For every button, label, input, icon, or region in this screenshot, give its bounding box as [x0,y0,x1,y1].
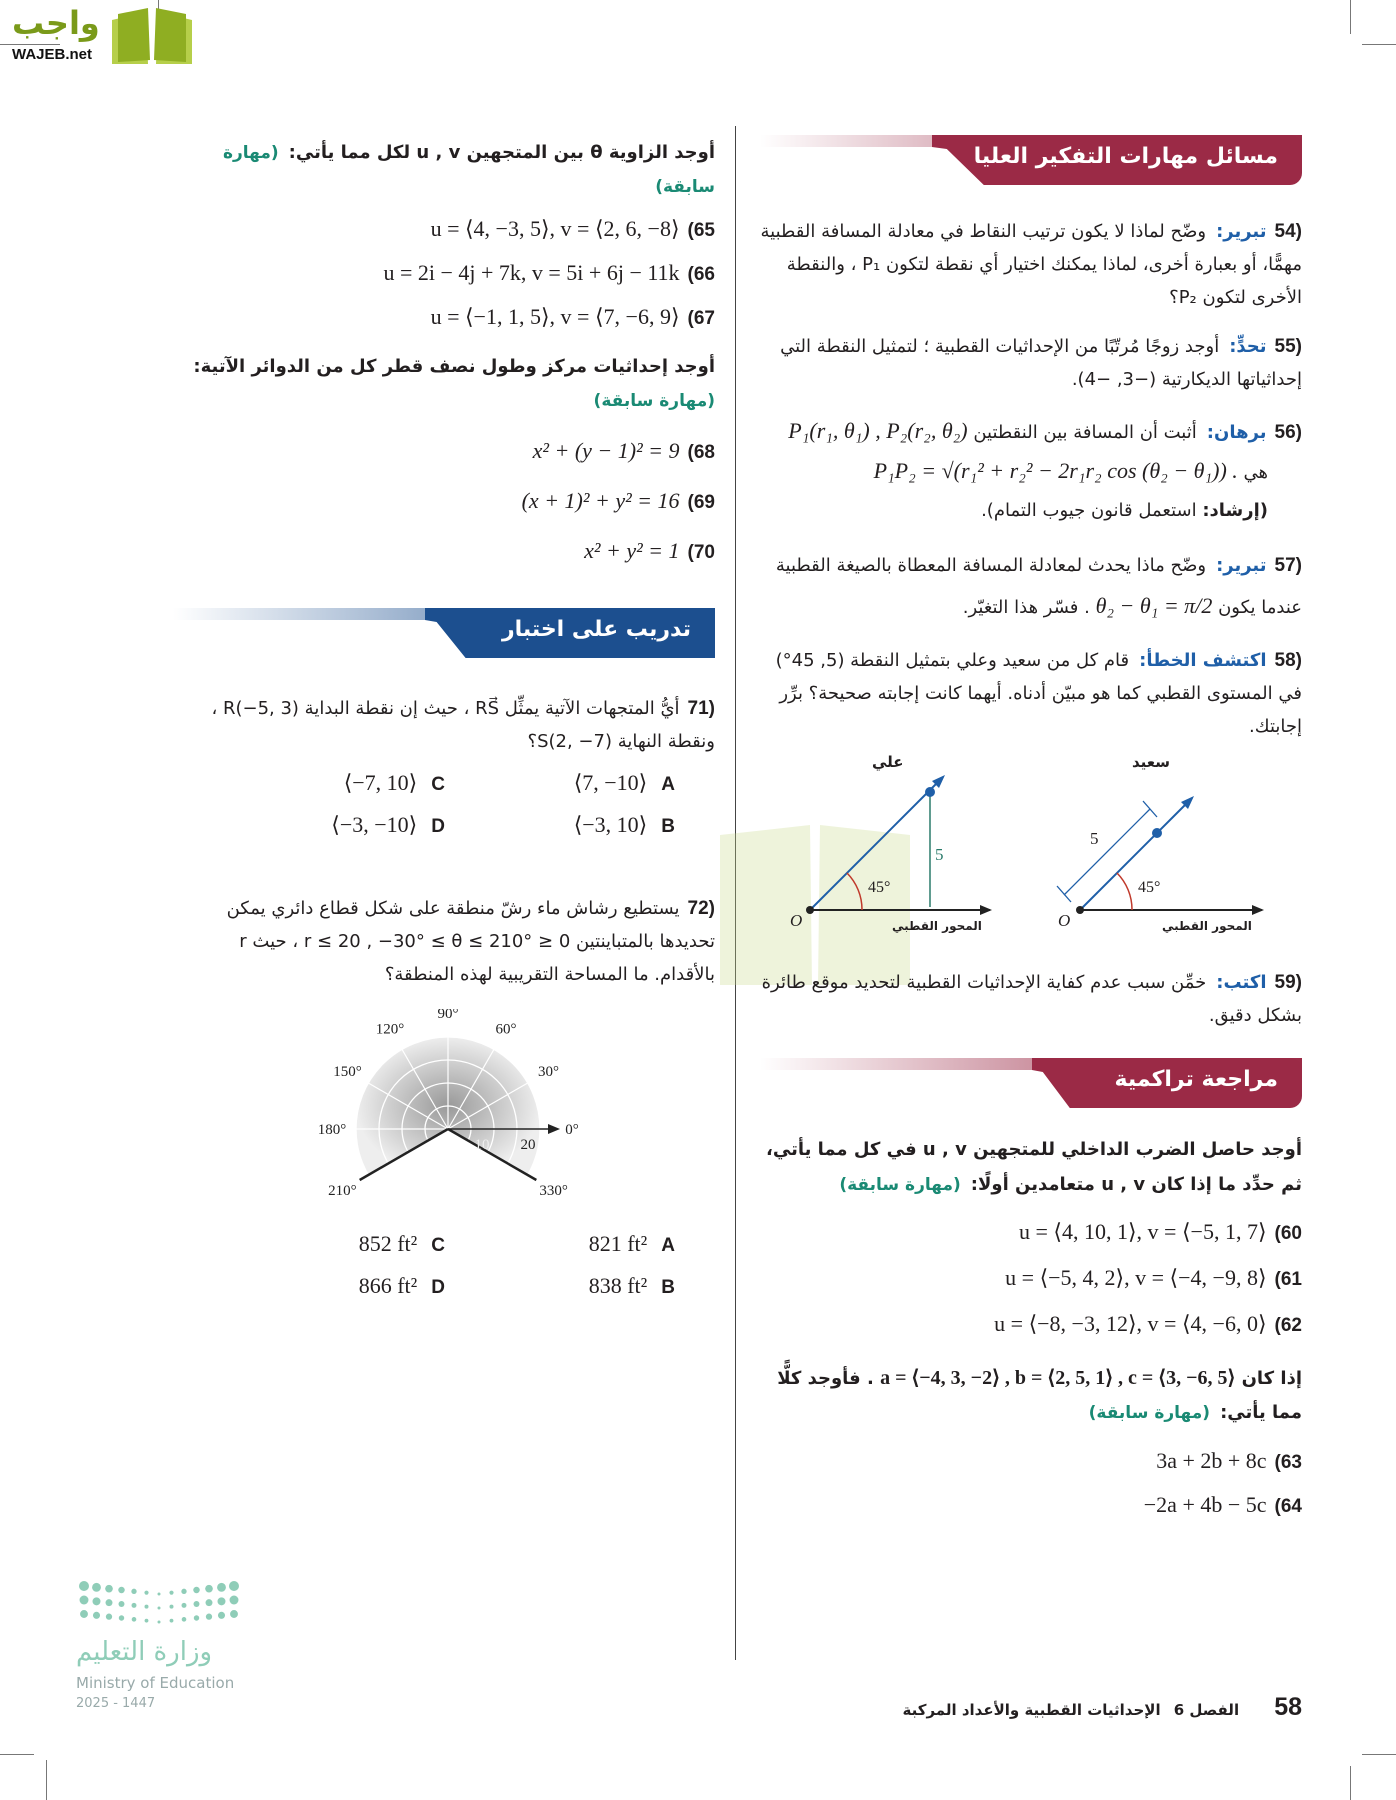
hot-section-title: مسائل مهارات التفكير العليا [973,144,1278,169]
math-expression: u = 2i − 4j + 7k, v = 5i + 6j − 11k [383,260,680,285]
logo-dot [158,1607,161,1610]
problem-69 [173,486,715,518]
ali-diagram [780,753,1010,947]
polar-axis-arrow [548,1124,560,1134]
angle-label: 45° [868,879,891,896]
problem-62 [760,1309,1302,1341]
logo-dot [170,1605,174,1609]
problem-number: (61 [1274,1269,1302,1290]
problem-57 [760,546,1302,628]
crop-mark [1350,0,1351,34]
logo-dot [93,1612,100,1619]
logo-dot [145,1605,149,1609]
problem-keyword: تبرير: [1216,221,1267,242]
review-section-title: مراجعة تراكمية [1114,1067,1278,1092]
problem-72-options [173,1229,675,1303]
option-a[interactable] [445,768,675,800]
math-expression: x² + y² = 1 [584,538,680,563]
crop-mark [0,1754,34,1755]
problem-number: (60 [1274,1223,1302,1244]
option-letter: B [661,816,675,837]
logo-dot [229,1581,239,1591]
radius-label-20: 20 [520,1137,536,1153]
logo-dot [106,1599,113,1606]
problem-keyword: اكتب: [1216,972,1267,993]
option-value: 866 ft² [358,1273,418,1298]
logo-dot [93,1597,101,1605]
polar-axis-label: المحور القطبي [892,919,982,933]
option-value: 821 ft² [588,1231,648,1256]
logo-arabic: واجب [12,4,100,42]
problem-61 [760,1263,1302,1295]
error-analysis-diagrams [760,753,1302,952]
logo-dot [205,1585,213,1593]
problem-number: 55) [1274,336,1302,357]
problem-number: 56) [1274,422,1302,443]
logo-dot [118,1587,125,1594]
ministry-dots-icon [76,1578,246,1636]
option-letter: A [661,774,675,795]
option-letter: A [661,1235,675,1256]
crop-mark [1362,1754,1396,1755]
instruction-text: . فأوجد كلًّا مما يأتي: [777,1368,1302,1423]
problem-text: أثبت أن المسافة بين النقطتين [973,422,1197,443]
problem-56 [760,412,1302,530]
math-expression: −2a + 4b − 5c [1143,1492,1267,1517]
problem-number: (67 [687,308,715,329]
logo-dot [217,1583,226,1592]
angle-instructions [173,136,715,204]
logo-dot [158,1621,161,1624]
logo-dot [131,1589,136,1594]
option-a[interactable] [445,1229,675,1261]
problem-55 [760,330,1302,396]
test-section-header [173,608,715,658]
angle-label-90: 90° [437,1009,459,1022]
logo-dot [206,1599,213,1606]
hint-label: (إرشاد: [1202,500,1268,521]
math-vectors: a = ⟨−4, 3, −2⟩ , b = ⟨2, 5, 1⟩ , c = ⟨3, −6, 5⟩ [880,1367,1236,1389]
math-expression: u = ⟨−8, −3, 12⟩, v = ⟨4, −6, 0⟩ [994,1311,1267,1336]
length-label: 5 [1090,829,1099,848]
option-value: ⟨−7, 10⟩ [343,770,418,795]
math-expression: u = ⟨4, −3, 5⟩, v = ⟨2, 6, −8⟩ [430,216,680,241]
right-column [760,135,1302,1522]
prior-skill-tag: (مهارة سابقة) [839,1175,961,1195]
logo-dot [158,1593,161,1596]
problem-keyword: تحدٍّ: [1229,336,1267,357]
problem-text: وضّح ماذا يحدث لمعادلة المسافة المعطاة بالصيغة القطبية عندما يكون [775,555,1302,618]
circle-instructions [173,350,715,418]
option-value: ⟨7, −10⟩ [573,770,648,795]
angle-label-60: 60° [495,1021,517,1038]
review-instructions [760,1132,1302,1203]
page-footer [903,1693,1302,1722]
instruction-text: أوجد إحداثيات مركز وطول نصف قطر كل من الدوائر الآتية: [193,356,715,377]
logo-english: WAJEB.net [12,46,93,63]
option-value: 838 ft² [588,1273,648,1298]
ministry-name-english: Ministry of Education [76,1674,235,1692]
option-b[interactable] [445,810,675,842]
logo-dot [132,1617,137,1622]
angle-label-330: 330° [539,1183,568,1199]
option-letter: D [431,1277,445,1298]
problem-65 [173,214,715,246]
problem-72 [215,892,715,991]
math-expression: 3a + 2b + 8c [1156,1448,1267,1473]
logo-dot [182,1617,187,1622]
problem-number: 72) [687,898,715,919]
logo-dot [218,1612,225,1619]
prior-skill-tag: (مهارة سابقة) [1088,1403,1211,1423]
problem-number: (69 [687,492,715,513]
angle-label-210: 210° [328,1183,357,1199]
angle-label-30: 30° [537,1064,559,1080]
math-expression: u = ⟨4, 10, 1⟩, v = ⟨−5, 1, 7⟩ [1018,1219,1267,1244]
angle-label-0: 0° [565,1122,579,1138]
problem-text: . فسّر هذا التغيّر. [962,597,1090,618]
logo-dot [218,1597,226,1605]
problem-58 [760,644,1302,743]
prior-skill-tag: (مهارة سابقة) [222,143,715,197]
hint-text: استعمل قانون جيوب التمام). [981,500,1197,521]
problem-text: وضّح لماذا لا يكون ترتيب النقاط في معادلة المسافة القطبية مهمًّا، أو بعبارة أخرى، لماذا يمكنك اختيار أي نقطة لتكون P₁ ، والنقطة الأخرى لتكون P₂؟ [760,221,1302,308]
logo-dot [79,1581,89,1591]
instruction-text: أوجد الزاوية θ بين المتجهين u , v لكل مما يأتي: [288,142,715,163]
problem-text: أيُّ المتجهات الآتية يمثِّل RS⃗ ، حيث إن نقطة البداية R(−5, 3) ، ونقطة النهاية S(2, −7)؟ [211,698,715,752]
sprinkler-polar-figure [173,1009,715,1209]
logo-dot [194,1615,199,1620]
math-expression: (x + 1)² + y² = 16 [521,488,680,513]
math-expression: u = ⟨−1, 1, 5⟩, v = ⟨7, −6, 9⟩ [430,304,680,329]
option-c[interactable] [215,768,445,800]
review-section-header [760,1058,1302,1108]
problem-70 [173,536,715,568]
saeed-diagram [1040,753,1280,947]
math-expression: x² + (y − 1)² = 9 [532,438,680,463]
problem-text: هي [1243,462,1268,483]
problem-54 [760,215,1302,314]
problem-59 [760,966,1302,1032]
problem-60 [760,1217,1302,1249]
angle-label-120: 120° [375,1021,405,1038]
problem-keyword: اكتشف الخطأ: [1139,650,1267,671]
problem-number: 59) [1274,972,1302,993]
option-value: ⟨−3, −10⟩ [331,812,418,837]
chapter-title: الإحداثيات القطبية والأعداد المركبة [902,1701,1161,1719]
crop-mark [1362,44,1396,45]
problem-63 [760,1446,1302,1478]
math-formula: θ₂ − θ₁ = π/2 [1095,593,1213,618]
saeed-label: سعيد [1132,753,1171,771]
instruction-text: أوجد حاصل الضرب الداخلي للمتجهين u , v في كل مما يأتي، ثم حدِّد ما إذا كان u , v متعامدين أولًا: [766,1139,1302,1195]
option-d[interactable] [215,1271,445,1303]
polar-axis-label: المحور القطبي [1162,919,1252,933]
problem-number: 58) [1274,650,1302,671]
length-label: 5 [935,845,944,864]
math-expression: u = ⟨−5, 4, 2⟩, v = ⟨−4, −9, 8⟩ [1005,1265,1267,1290]
problem-number: 54) [1274,221,1302,242]
left-column [173,136,715,1303]
problem-68 [173,436,715,468]
logo-dot [181,1589,186,1594]
ministry-year: 2025 - 1447 [76,1696,156,1711]
option-b[interactable] [445,1271,675,1303]
problem-number: (68 [687,442,715,463]
option-d[interactable] [215,810,445,842]
problem-number: (64 [1274,1496,1302,1517]
problem-number: (65 [687,220,715,241]
page-number: 58 [1274,1693,1302,1721]
logo-dot [80,1610,88,1618]
problem-text: خمِّن سبب عدم كفاية الإحداثيات القطبية لتحديد موقع طائرة بشكل دقيق. [761,972,1302,1026]
problem-text: يستطيع رشاش ماء رشّ منطقة على شكل قطاع دائري يمكن تحديدها بالمتباينتين 0 ≤ r ≤ 20 , −30° ≤ θ ≤ 210° ، حيث r بالأقدام. ما المساحة التقريبية لهذه المنطقة؟ [226,898,715,985]
option-letter: C [431,1235,445,1256]
book-icon [108,6,196,68]
angle-label-180: 180° [317,1122,347,1138]
ministry-name-arabic: وزارة التعليم [76,1637,213,1667]
vector-instructions [760,1361,1302,1430]
ministry-logo [76,1578,256,1738]
logo-dot [119,1601,125,1607]
logo-dot [119,1615,124,1620]
logo-dot [182,1603,187,1608]
logo-dot [194,1601,200,1607]
ali-label: علي [872,753,904,771]
math-formula: P₁P₂ = √(r₁² + r₂² − 2r₁r₂ cos (θ₂ − θ₁)) . [873,458,1238,483]
logo-dot [144,1591,148,1595]
problem-71 [173,692,715,758]
problem-66 [173,258,715,290]
instruction-text: إذا كان [1241,1368,1302,1389]
angle-label-150: 150° [333,1064,362,1080]
logo-dot [145,1619,149,1623]
logo-dot [106,1614,112,1620]
prior-skill-tag: (مهارة سابقة) [593,391,715,411]
crop-mark [1350,1766,1351,1800]
chapter-number: الفصل 6 [1173,1701,1240,1719]
logo-dot [92,1583,101,1592]
problem-number: 57) [1274,555,1302,576]
logo-dot [132,1603,137,1608]
polar-grid [298,1009,598,1209]
logo-dot [230,1610,238,1618]
problem-number: (70 [687,542,715,563]
problem-text: قام كل من سعيد وعلي بتمثيل النقطة (5, 45°) في المستوى القطبي كما هو مبيّن أدناه. أيهما كانت إجابته صحيحة؟ برِّر إجابتك. [775,650,1302,737]
hot-section-header [760,135,1302,185]
logo-dot [169,1591,173,1595]
wajeb-logo[interactable] [8,6,188,66]
option-letter: D [431,816,445,837]
problem-text: أوجد زوجًا مُرتّبًا من الإحداثيات القطبية ؛ لتمثيل النقطة التي إحداثياتها الديكارتية (−3, −4). [780,336,1302,390]
problem-keyword: تبرير: [1216,555,1267,576]
logo-dot [193,1587,200,1594]
radius-label-10: 10 [474,1137,490,1153]
crop-mark [46,1760,47,1800]
problem-67 [173,302,715,334]
logo-dot [80,1596,89,1605]
test-section-title: تدريب على اختبار [501,617,691,642]
problem-number: 71) [687,698,715,719]
angle-label: 45° [1138,879,1161,896]
logo-dot [206,1614,212,1620]
math-points: P₁(r₁, θ₁) , P₂(r₂, θ₂) [788,418,968,443]
option-c[interactable] [215,1229,445,1261]
option-letter: C [431,774,445,795]
origin-label: O [790,911,803,930]
option-value: ⟨−3, 10⟩ [573,812,648,837]
logo-dot [105,1585,113,1593]
problem-71-options [173,768,675,842]
logo-dot [230,1596,239,1605]
problem-number: (62 [1274,1315,1302,1336]
origin-label: O [1058,911,1071,930]
option-value: 852 ft² [358,1231,418,1256]
logo-dot [170,1619,174,1623]
problem-keyword: برهان: [1206,422,1267,443]
problem-number: (63 [1274,1452,1302,1473]
problem-64 [760,1490,1302,1522]
problem-number: (66 [687,264,715,285]
option-letter: B [661,1277,675,1298]
